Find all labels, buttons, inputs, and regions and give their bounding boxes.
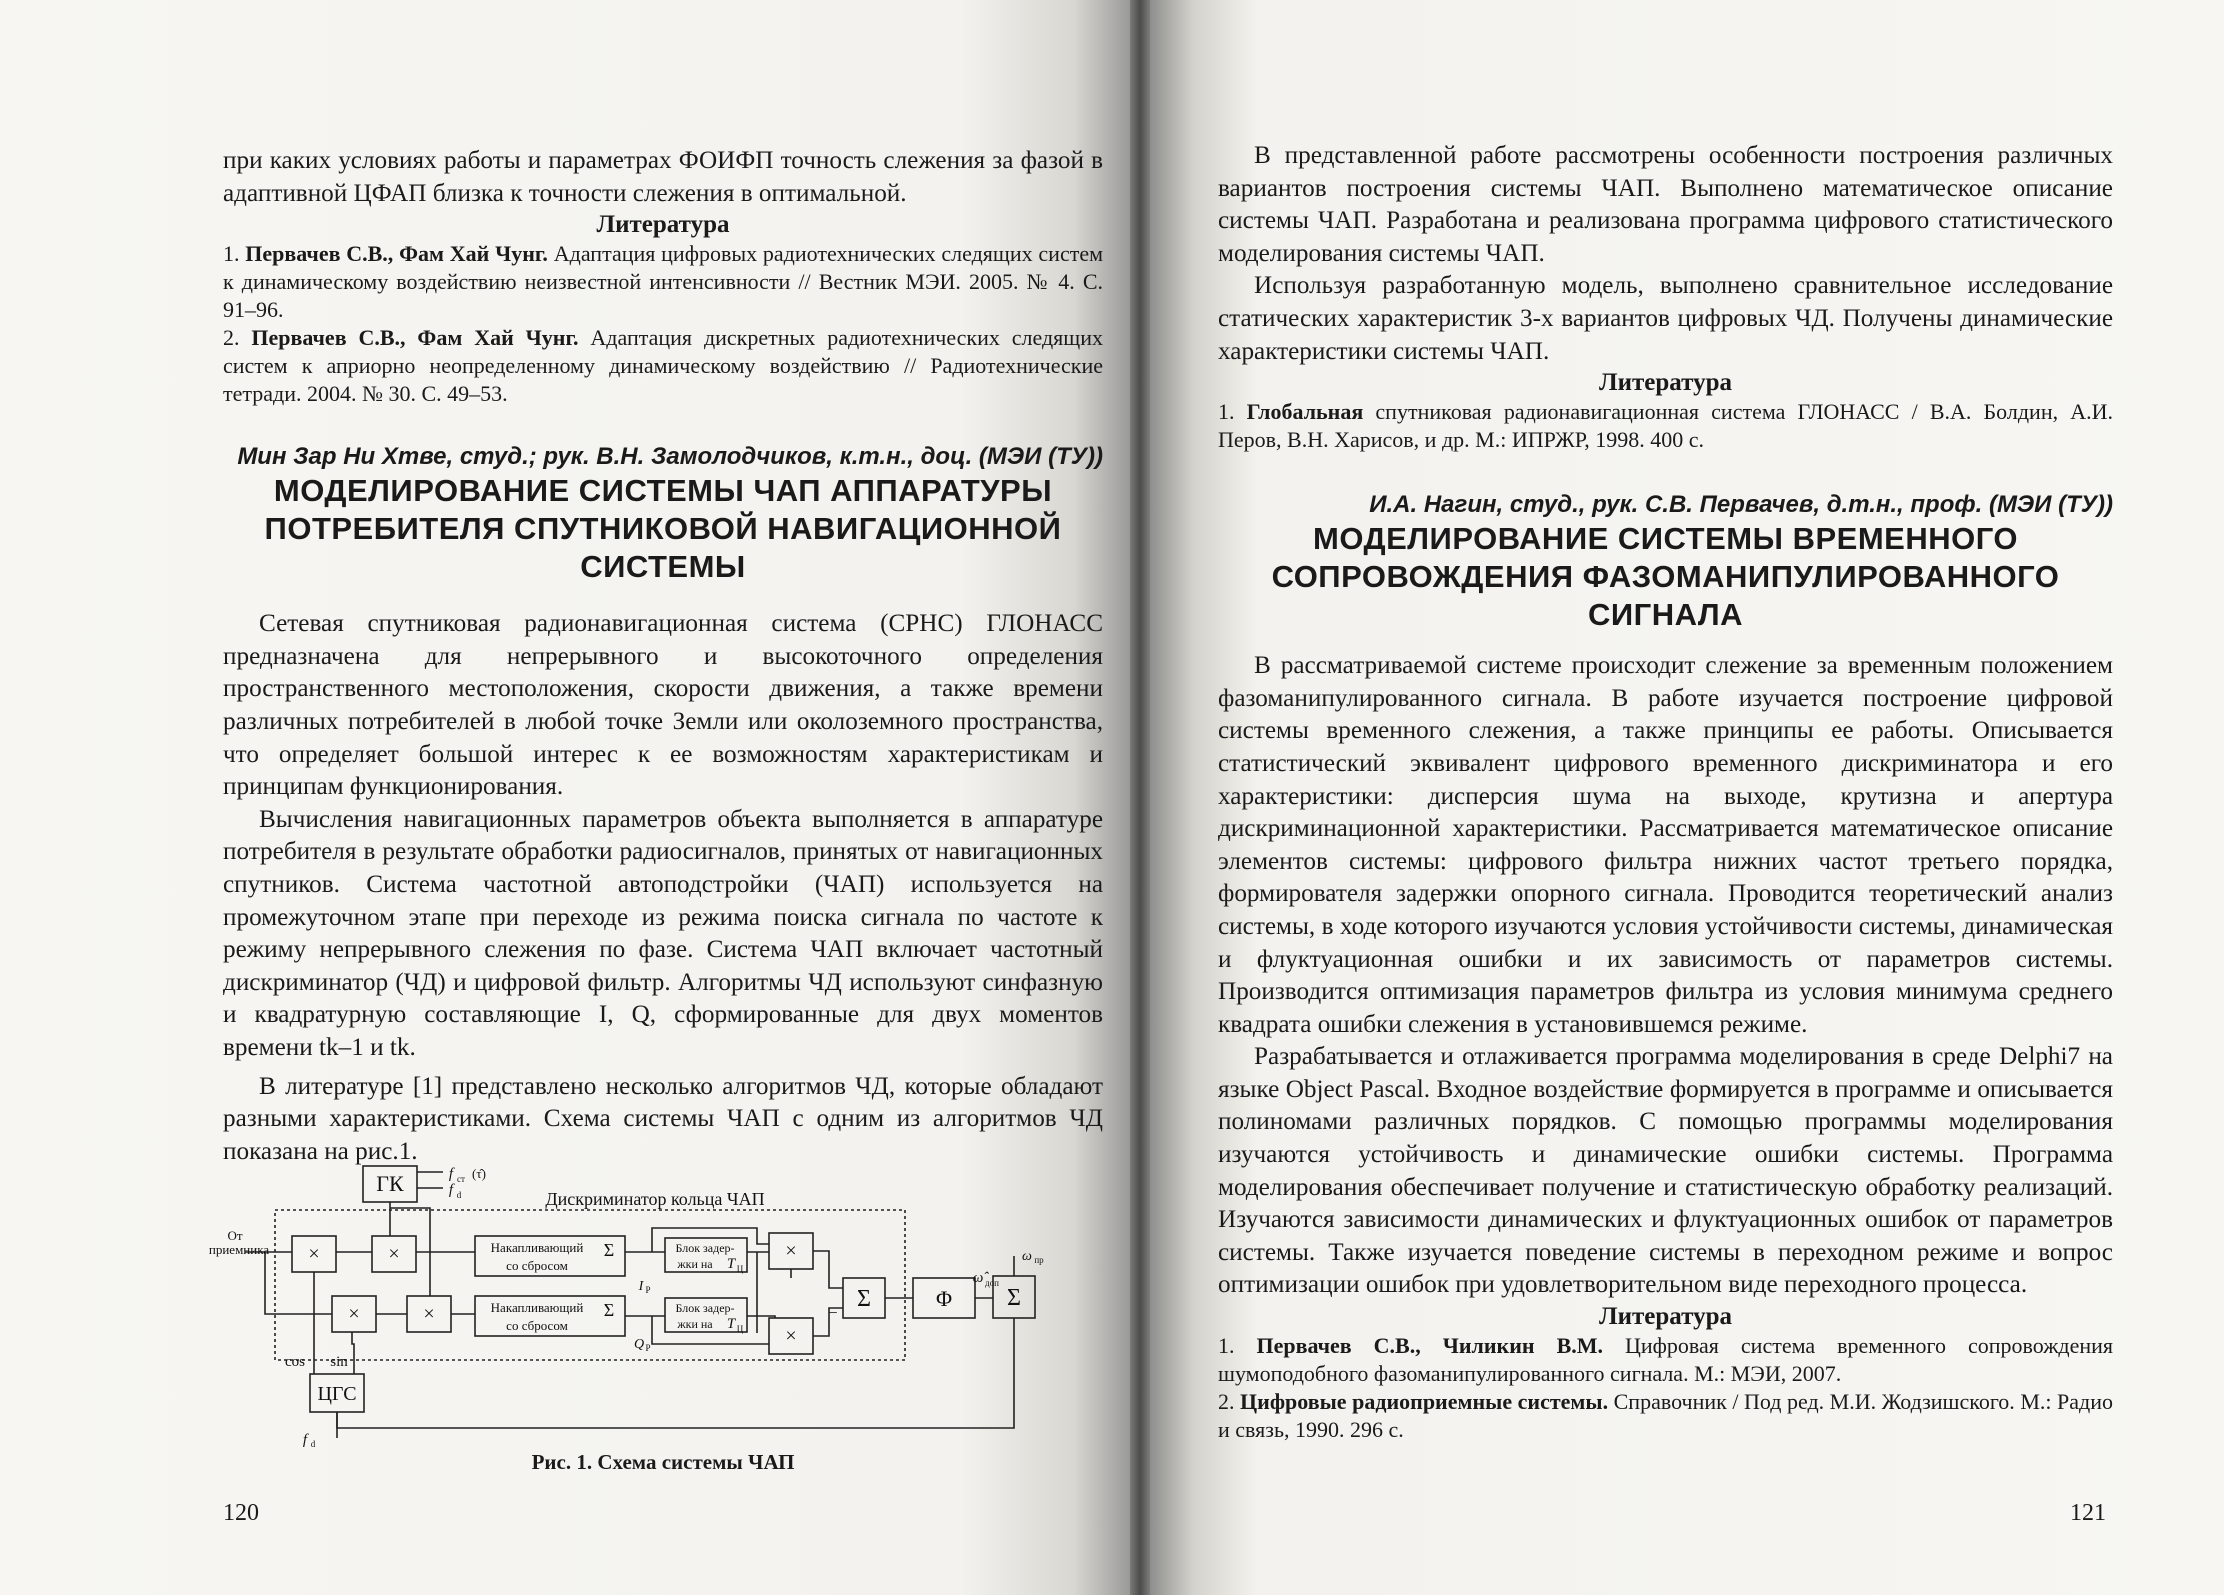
reference-item (1218, 1388, 2113, 1444)
body-paragraph: В рассматриваемой системе происходит слежение за временным положением фазоманипулированного сигнала. В работе изучается построение цифровой системы временного слежения, а также принципы ее работы. Описывается статистический эквивалент цифрового временного дискриминатора и его характеристики: дисперсия шума на выходе, крутизна и апертура дискриминационной характеристики. Рассматривается математическое описание элементов системы: цифрового фильтра нижних частот третьего порядка, формирователя задержки опорного сигнала. Проводится теоретический анализ системы, в ходе которого изучаются условия устойчивости системы, динамическая и флуктуационная ошибки и их зависимость от параметров системы. Производится оптимизация параметров фильтра из условия минимума среднего квадрата ошибки слежения в установившемся режиме. (1218, 652, 2113, 1038)
reference-item (223, 240, 1103, 324)
figure-caption: Рис. 1. Схема системы ЧАП (531, 1450, 795, 1474)
left-text-column (223, 145, 1103, 1168)
minus-sign: − (828, 1305, 838, 1322)
body-paragraph: Используя разработанную модель, выполнено сравнительное исследование статических характеристик 3-х вариантов цифровых ЧД. Получены динамические характеристики системы ЧАП. (1218, 272, 2113, 365)
reference-text: Цифровая система временного сопровождения шумоподобного фазоманипулированного сигнала. М.: МЭИ, 2007. (1218, 1333, 2114, 1387)
cgs-label: ЦГС (317, 1383, 357, 1405)
ip-subscript: P (645, 1285, 651, 1295)
reference-text: Адаптация дискретных радиотехнических следящих систем к априорно неопределенному динамическому воздействию // Радиотехнические тетради. 2004. № 30. С. 49–53. (223, 325, 1104, 407)
f-st-label: f (448, 1166, 454, 1182)
reference-authors: Глобальная (1246, 399, 1364, 425)
reference-authors: Первачев С.В., Фам Хай Чунг. (245, 241, 548, 267)
multiplier-symbol: × (388, 1243, 400, 1265)
delay-period-symbol: T (726, 1256, 736, 1272)
reference-number: 1. (1218, 399, 1235, 425)
reference-number: 2. (1218, 1389, 1235, 1415)
reference-text: Адаптация цифровых радиотехнических следящих систем к динамическому воздействию неизвестной интенсивности // Вестник МЭИ. 2005. № 4. С. 91–96. (223, 241, 1104, 323)
f-d-cgs-subscript: d (310, 1439, 316, 1449)
reference-authors: Первачев С.В., Фам Хай Чунг. (251, 325, 579, 351)
delay-period-subscript: Ц (736, 1264, 744, 1274)
discriminator-label: Дискриминатор кольца ЧАП (545, 1189, 765, 1209)
reference-item (1218, 1332, 2113, 1388)
sigma-symbol: Σ (603, 1300, 615, 1320)
f-d-cgs-label: f (302, 1432, 308, 1448)
article-title-line-1: МОДЕЛИРОВАНИЕ СИСТЕМЫ ВРЕМЕННОГО (1313, 521, 2018, 557)
body-paragraph: В представленной работе рассмотрены особенности построения различных вариантов построения системы ЧАП. Выполнено математическое описание системы ЧАП. Разработана и реализована программа цифрового статистического моделирования системы ЧАП. (1218, 142, 2113, 267)
f-st-argument: (τ̂) (472, 1166, 486, 1181)
article-authors: И.А. Нагин, студ., рук. С.В. Первачев, д.т.н., проф. (МЭИ (ТУ)) (1369, 491, 2113, 519)
ip-label: I (638, 1279, 644, 1294)
article-title-line-2: СОПРОВОЖДЕНИЯ ФАЗОМАНИПУЛИРОВАННОГО СИГНАЛА (1271, 559, 2060, 633)
reference-number: 1. (1218, 1333, 1235, 1359)
f-d-label: f (448, 1182, 454, 1198)
multiplier-symbol: × (785, 1240, 797, 1262)
body-paragraph: В литературе [1] представлено несколько алгоритмов ЧД, которые обладают разными характеристиками. Схема системы ЧАП с одним из алгоритмов ЧД показана на рис.1. (223, 1072, 1103, 1165)
reference-text: спутниковая радионавигационная система ГЛОНАСС / В.А. Болдин, А.И. Перов, В.Н. Харисов, и др. М.: ИПРЖР, 1998. 400 с. (1218, 399, 2114, 453)
reference-authors: Цифровые радиоприемные системы. (1240, 1389, 1609, 1415)
literature-heading: Литература (596, 211, 730, 239)
accumulator-label: Накапливающий (490, 1300, 584, 1315)
body-paragraph: Сетевая спутниковая радионавигационная система (СРНС) ГЛОНАСС предназначена для непрерывного и высокоточного определения пространственного местоположения, скорости движения, а также времени различных потребителей в любой точке Земли или околоземного пространства, что определяет большой интерес к ее возможностям характеристикам и принципам функционирования. (223, 610, 1103, 801)
body-paragraph: Вычисления навигационных параметров объекта выполняется в аппаратуре потребителя в результате обработки радиосигналов, принятых от навигационных спутников. Система частотной автоподстройки (ЧАП) используется на промежуточном этапе при переходе из режима поиска сигнала по частоте к режиму непрерывного слежения по фазе. Система ЧАП включает частотный дискриминатор (ЧД) и цифровой фильтр. Алгоритмы ЧД используют синфазную и квадратурную составляющие I, Q, сформированные для двух моментов времени tk–1 и tk. (223, 805, 1103, 1061)
omega-dop-subscript: доп (985, 1278, 999, 1288)
accumulator-label: Накапливающий (490, 1240, 584, 1255)
delay-label: Блок задер- (675, 1301, 735, 1315)
article-title-line-2: ПОТРЕБИТЕЛЯ СПУТНИКОВОЙ НАВИГАЦИОННОЙ СИСТЕМЫ (264, 511, 1062, 585)
reference-item (223, 324, 1103, 408)
page-number-left: 120 (223, 1500, 259, 1526)
body-paragraph: Разрабатывается и отлаживается программа моделирования в среде Delphi7 на языке Object Pascal. Входное воздействие формируется в программе и описывается полиномами различных порядков. С помощью программы моделирования изучаются устойчивость и динамические ошибки системы. Программа моделирования обеспечивает получение и статистическую обработку реализаций. Изучаются зависимости динамических и флуктуационных ошибок от параметров системы. Также изучается поведение системы в переходном режиме и вопрос оптимизации ошибок при удовлетворительном виде переходного процесса. (1218, 1043, 2113, 1299)
omega-pr-label: ω (1022, 1249, 1032, 1264)
article-authors: Мин Зар Ни Хтве, студ.; рук. В.Н. Замолодчиков, к.т.н., доц. (МЭИ (ТУ)) (237, 443, 1103, 471)
qp-label: Q (633, 1337, 645, 1352)
summer-sigma: Σ (857, 1286, 871, 1312)
input-label: приемника (208, 1242, 270, 1257)
continuation-paragraph: при каких условиях работы и параметрах ФОИФП точность слежения за фазой в адаптивной ЦФАП близка к точности слежения в оптимальной. (223, 147, 1103, 207)
article-title-line-1: МОДЕЛИРОВАНИЕ СИСТЕМЫ ЧАП АППАРАТУРЫ (273, 473, 1053, 509)
delay-period-symbol: T (726, 1316, 736, 1332)
f-d-subscript: d (456, 1190, 462, 1200)
book-gutter (1130, 0, 1150, 1595)
qp-subscript: P (645, 1343, 651, 1353)
literature-heading: Литература (1598, 369, 1733, 397)
reference-authors: Первачев С.В., Чиликин В.М. (1256, 1333, 1604, 1359)
sin-label: sin (330, 1354, 348, 1370)
delay-label: жки на (677, 1317, 713, 1331)
delay-label: жки на (677, 1257, 713, 1271)
accumulator-label: со сбросом (506, 1318, 568, 1333)
chap-block-diagram (208, 1148, 1125, 1449)
page-number-right: 121 (2070, 1500, 2106, 1526)
right-text-column (1218, 140, 2113, 1444)
delay-period-subscript: Ц (736, 1324, 744, 1334)
omega-pr-subscript: пр (1034, 1255, 1044, 1265)
multiplier-symbol: × (348, 1303, 360, 1325)
gk-label: ГК (376, 1171, 404, 1196)
output-summer-sigma: Σ (1007, 1285, 1021, 1311)
accumulator-label: со сбросом (506, 1258, 568, 1273)
reference-text: Справочник / Под ред. М.И. Жодзишского. М.: Радио и связь, 1990. 296 с. (1218, 1389, 2114, 1443)
cos-label: cos (285, 1354, 305, 1370)
reference-item (1218, 398, 2113, 454)
multiplier-symbol: × (785, 1325, 797, 1347)
literature-heading: Литература (1598, 1303, 1733, 1331)
reference-number: 2. (223, 325, 240, 351)
sigma-symbol: Σ (603, 1240, 615, 1260)
reference-number: 1. (223, 241, 240, 267)
omega-dop-label: ω̂ (972, 1270, 984, 1286)
multiplier-symbol: × (423, 1303, 435, 1325)
filter-phi: Φ (935, 1286, 953, 1311)
delay-label: Блок задер- (675, 1241, 735, 1255)
input-label: От (227, 1228, 243, 1243)
f-st-subscript: ст (457, 1174, 465, 1184)
multiplier-symbol: × (308, 1243, 320, 1265)
